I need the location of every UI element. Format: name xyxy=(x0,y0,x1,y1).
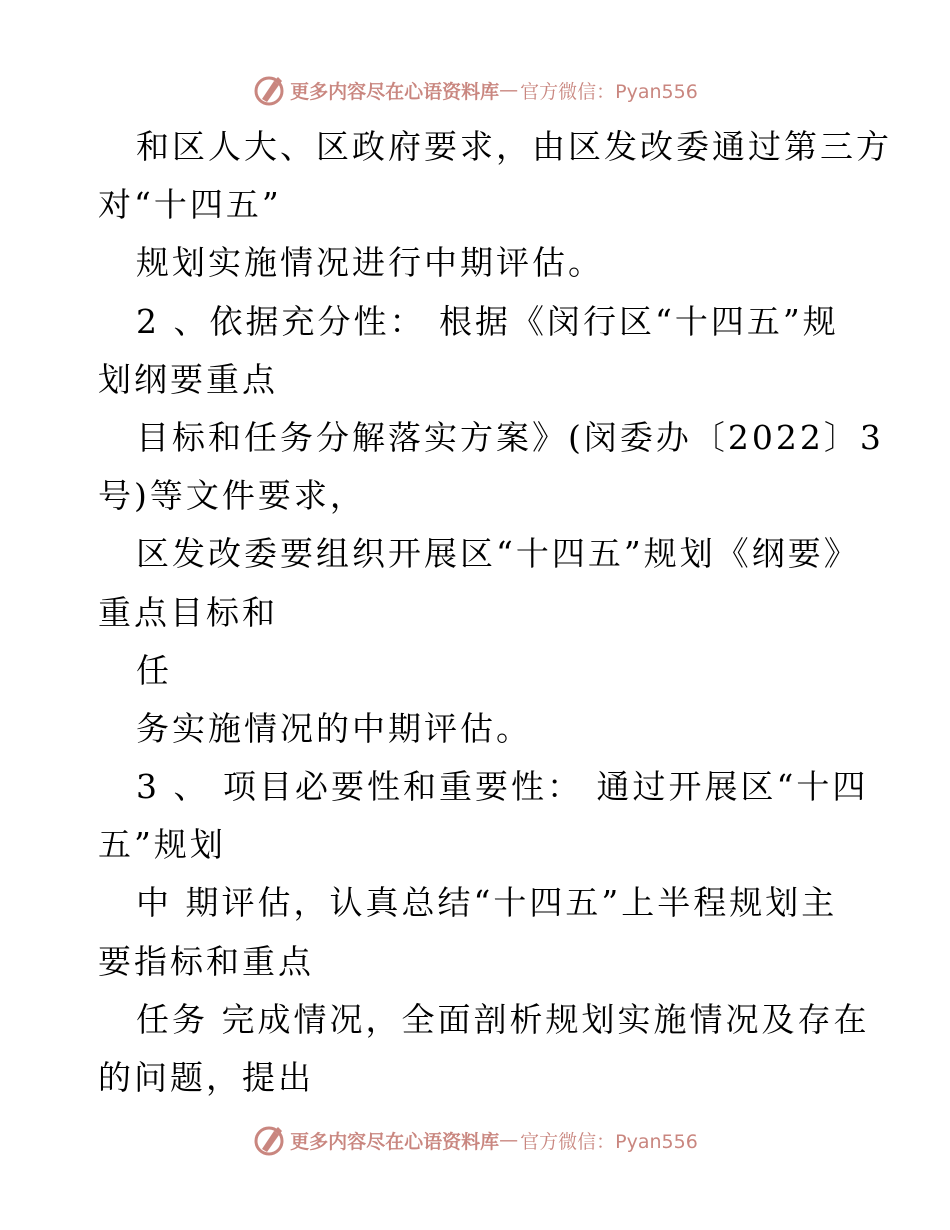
text-line: 号)等文件要求， xyxy=(98,476,366,516)
document-body xyxy=(98,118,892,1107)
text-line: 五”规划 xyxy=(98,825,226,865)
text-line: 重点目标和 xyxy=(98,592,278,632)
text-line: 的问题，提出 xyxy=(98,1058,314,1097)
text-line: 务实施情况的中期评估。 xyxy=(136,708,532,748)
watermark-brand: 更多内容尽在心语资料库 xyxy=(290,80,500,103)
text-line: 对“十四五” xyxy=(98,185,282,225)
text-line: 2 、依据充分性： 根据《闵行区“十四五”规 xyxy=(136,301,839,341)
text-line: 任务 完成情况，全面剖析规划实施情况及存在 xyxy=(136,999,870,1039)
watermark-contact: 官方微信：Pyan556 xyxy=(520,80,698,103)
text-line: 要指标和重点 xyxy=(98,941,314,981)
text-line: 任 xyxy=(136,650,172,690)
text-line: 中 期评估，认真总结“十四五”上半程规划主 xyxy=(136,883,838,923)
header-watermark xyxy=(0,70,950,110)
text-line: 目标和任务分解落实方案》(闵委办〔2022〕3 xyxy=(136,417,884,457)
text-line: 规划实施情况进行中期评估。 xyxy=(136,243,604,283)
footer-watermark xyxy=(0,1120,950,1160)
text-line: 3 、 项目必要性和重要性： 通过开展区“十四 xyxy=(136,767,869,807)
text-line: 划纲要重点 xyxy=(98,359,278,399)
watermark-contact: 官方微信：Pyan556 xyxy=(520,1130,698,1153)
pen-nib-logo-icon xyxy=(252,73,286,107)
watermark-separator: — xyxy=(499,79,519,101)
text-line: 区发改委要组织开展区“十四五”规划《纲要》 xyxy=(136,534,860,574)
text-line: 和区人大、区政府要求，由区发改委通过第三方 xyxy=(136,127,892,166)
watermark-separator: — xyxy=(499,1129,519,1151)
watermark-brand: 更多内容尽在心语资料库 xyxy=(290,1130,500,1153)
pen-nib-logo-icon xyxy=(252,1123,286,1157)
